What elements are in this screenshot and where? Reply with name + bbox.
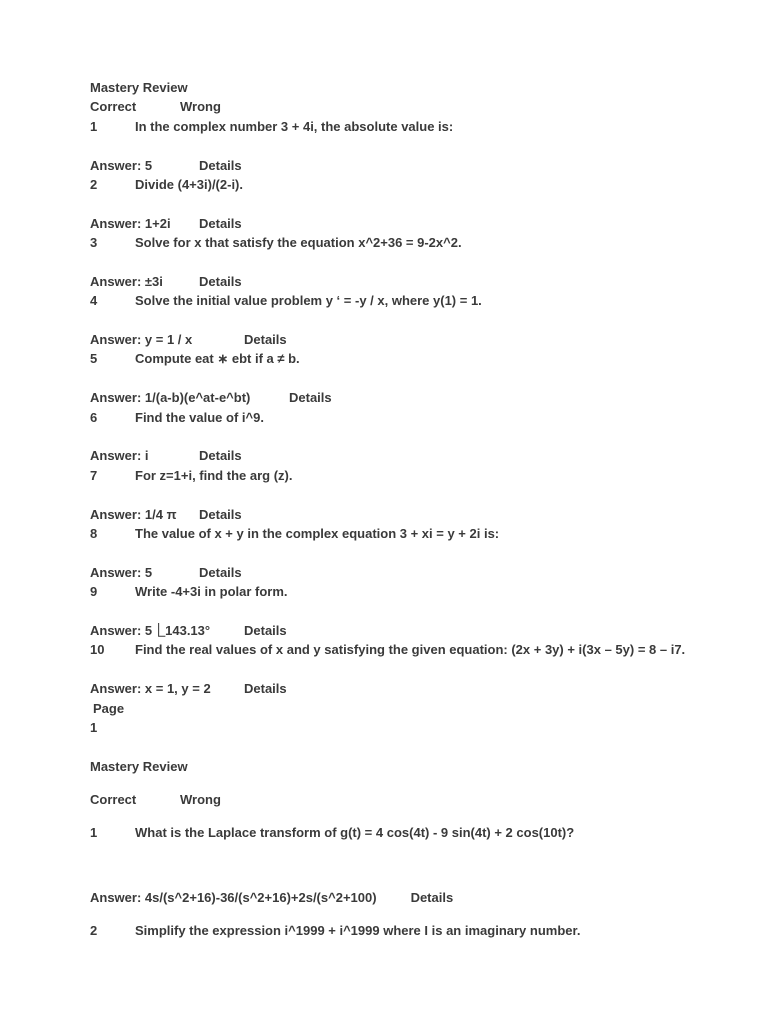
- spacer: [90, 369, 750, 388]
- question-row: [90, 466, 750, 485]
- question-row: [90, 921, 580, 940]
- details-link[interactable]: Details: [199, 564, 242, 580]
- details-link[interactable]: Details: [199, 215, 242, 231]
- score-header: [90, 97, 750, 116]
- spacer: [90, 136, 750, 155]
- answer-row: [90, 214, 750, 233]
- question-text: Find the real values of x and y satisfying the given equation: (2x + 3y) + i(3x – 5y) = 8 – i7.: [135, 642, 686, 658]
- question-number: 4: [90, 293, 98, 309]
- spacer: [90, 543, 750, 562]
- question-text: What is the Laplace transform of g(t) = 4 cos(4t) - 9 sin(4t) + 2 cos(10t)?: [135, 825, 575, 840]
- question-text: Divide (4+3i)/(2-i).: [135, 176, 243, 192]
- page-number: 1: [90, 719, 98, 735]
- wrong-label: Wrong: [180, 792, 221, 807]
- question-row: [90, 175, 750, 194]
- question-text: Simplify the expression i^1999 + i^1999 where I is an imaginary number.: [135, 923, 581, 938]
- page-title: Mastery Review: [90, 759, 188, 774]
- answer-text: Answer: 1/4 π: [90, 506, 177, 522]
- question-number: 8: [90, 525, 98, 541]
- question-number: 1: [90, 118, 98, 134]
- score-header: [90, 790, 221, 809]
- answer-row: [90, 888, 453, 907]
- spacer: [90, 253, 750, 272]
- question-number: 1: [90, 825, 98, 840]
- question-row: [90, 582, 750, 601]
- spacer: [90, 485, 750, 504]
- question-row: [90, 349, 750, 368]
- answer-text: Answer: 5: [90, 564, 153, 580]
- details-link[interactable]: Details: [199, 506, 242, 522]
- answer-row: [90, 446, 750, 465]
- answer-row: [90, 272, 750, 291]
- details-link[interactable]: Details: [199, 157, 242, 173]
- question-text: Solve the initial value problem y ‘ = -y / x, where y(1) = 1.: [135, 293, 482, 309]
- spacer: [90, 660, 750, 679]
- details-link[interactable]: Details: [410, 890, 454, 905]
- question-number: 7: [90, 467, 98, 483]
- question-number: 5: [90, 351, 98, 367]
- answer-text: Answer: x = 1, y = 2: [90, 681, 211, 697]
- question-text: In the complex number 3 + 4i, the absolute value is:: [135, 118, 454, 134]
- question-text: Compute eat ∗ ebt if a ≠ b.: [135, 351, 300, 367]
- answer-text: Answer: 4s/(s^2+16)-36/(s^2+16)+2s/(s^2+100): [90, 890, 377, 905]
- correct-label: Correct: [90, 99, 137, 115]
- answer-text: Answer: 1+2i: [90, 215, 171, 231]
- question-number: 3: [90, 235, 98, 251]
- question-text: The value of x + y in the complex equation 3 + xi = y + 2i is:: [135, 525, 500, 541]
- review-page-1: [90, 78, 750, 737]
- question-number: 9: [90, 584, 98, 600]
- answer-text: Answer: 5⎿143.13°: [90, 622, 211, 638]
- question-row: [90, 408, 750, 427]
- answer-row: [90, 505, 750, 524]
- answer-text: Answer: ±3i: [90, 273, 163, 289]
- details-link[interactable]: Details: [244, 332, 287, 348]
- details-link[interactable]: Details: [199, 448, 242, 464]
- answer-text: Answer: 5: [90, 157, 153, 173]
- answer-row: [90, 621, 750, 640]
- question-row: [90, 117, 750, 136]
- question-row: [90, 291, 750, 310]
- details-link[interactable]: Details: [199, 273, 242, 289]
- answer-text: Answer: i: [90, 448, 149, 464]
- details-link[interactable]: Details: [244, 622, 287, 638]
- spacer: [90, 602, 750, 621]
- answer-row: [90, 330, 750, 349]
- question-text: For z=1+i, find the arg (z).: [135, 467, 293, 483]
- details-link[interactable]: Details: [244, 681, 287, 697]
- question-number: 2: [90, 923, 98, 938]
- page-label: Page: [93, 700, 125, 716]
- question-row: [90, 524, 750, 543]
- spacer: [90, 311, 750, 330]
- question-number: 10: [90, 642, 105, 658]
- details-link[interactable]: Details: [289, 390, 332, 406]
- question-number: 6: [90, 409, 98, 425]
- question-text: Write -4+3i in polar form.: [135, 584, 288, 600]
- question-number: 2: [90, 176, 98, 192]
- answer-text: Answer: y = 1 / x: [90, 332, 193, 348]
- page-title: Mastery Review: [90, 80, 188, 95]
- answer-row: [90, 156, 750, 175]
- wrong-label: Wrong: [180, 99, 221, 115]
- answer-row: [90, 679, 750, 698]
- spacer: [90, 427, 750, 446]
- answer-row: [90, 388, 750, 407]
- question-text: Find the value of i^9.: [135, 409, 264, 425]
- question-row: [90, 823, 574, 842]
- answer-row: [90, 563, 750, 582]
- question-row: [90, 640, 750, 659]
- question-row: [90, 233, 750, 252]
- question-text: Solve for x that satisfy the equation x^2+36 = 9-2x^2.: [135, 235, 462, 251]
- correct-label: Correct: [90, 792, 137, 807]
- spacer: [90, 194, 750, 213]
- answer-text: Answer: 1/(a-b)(e^at-e^bt): [90, 390, 251, 406]
